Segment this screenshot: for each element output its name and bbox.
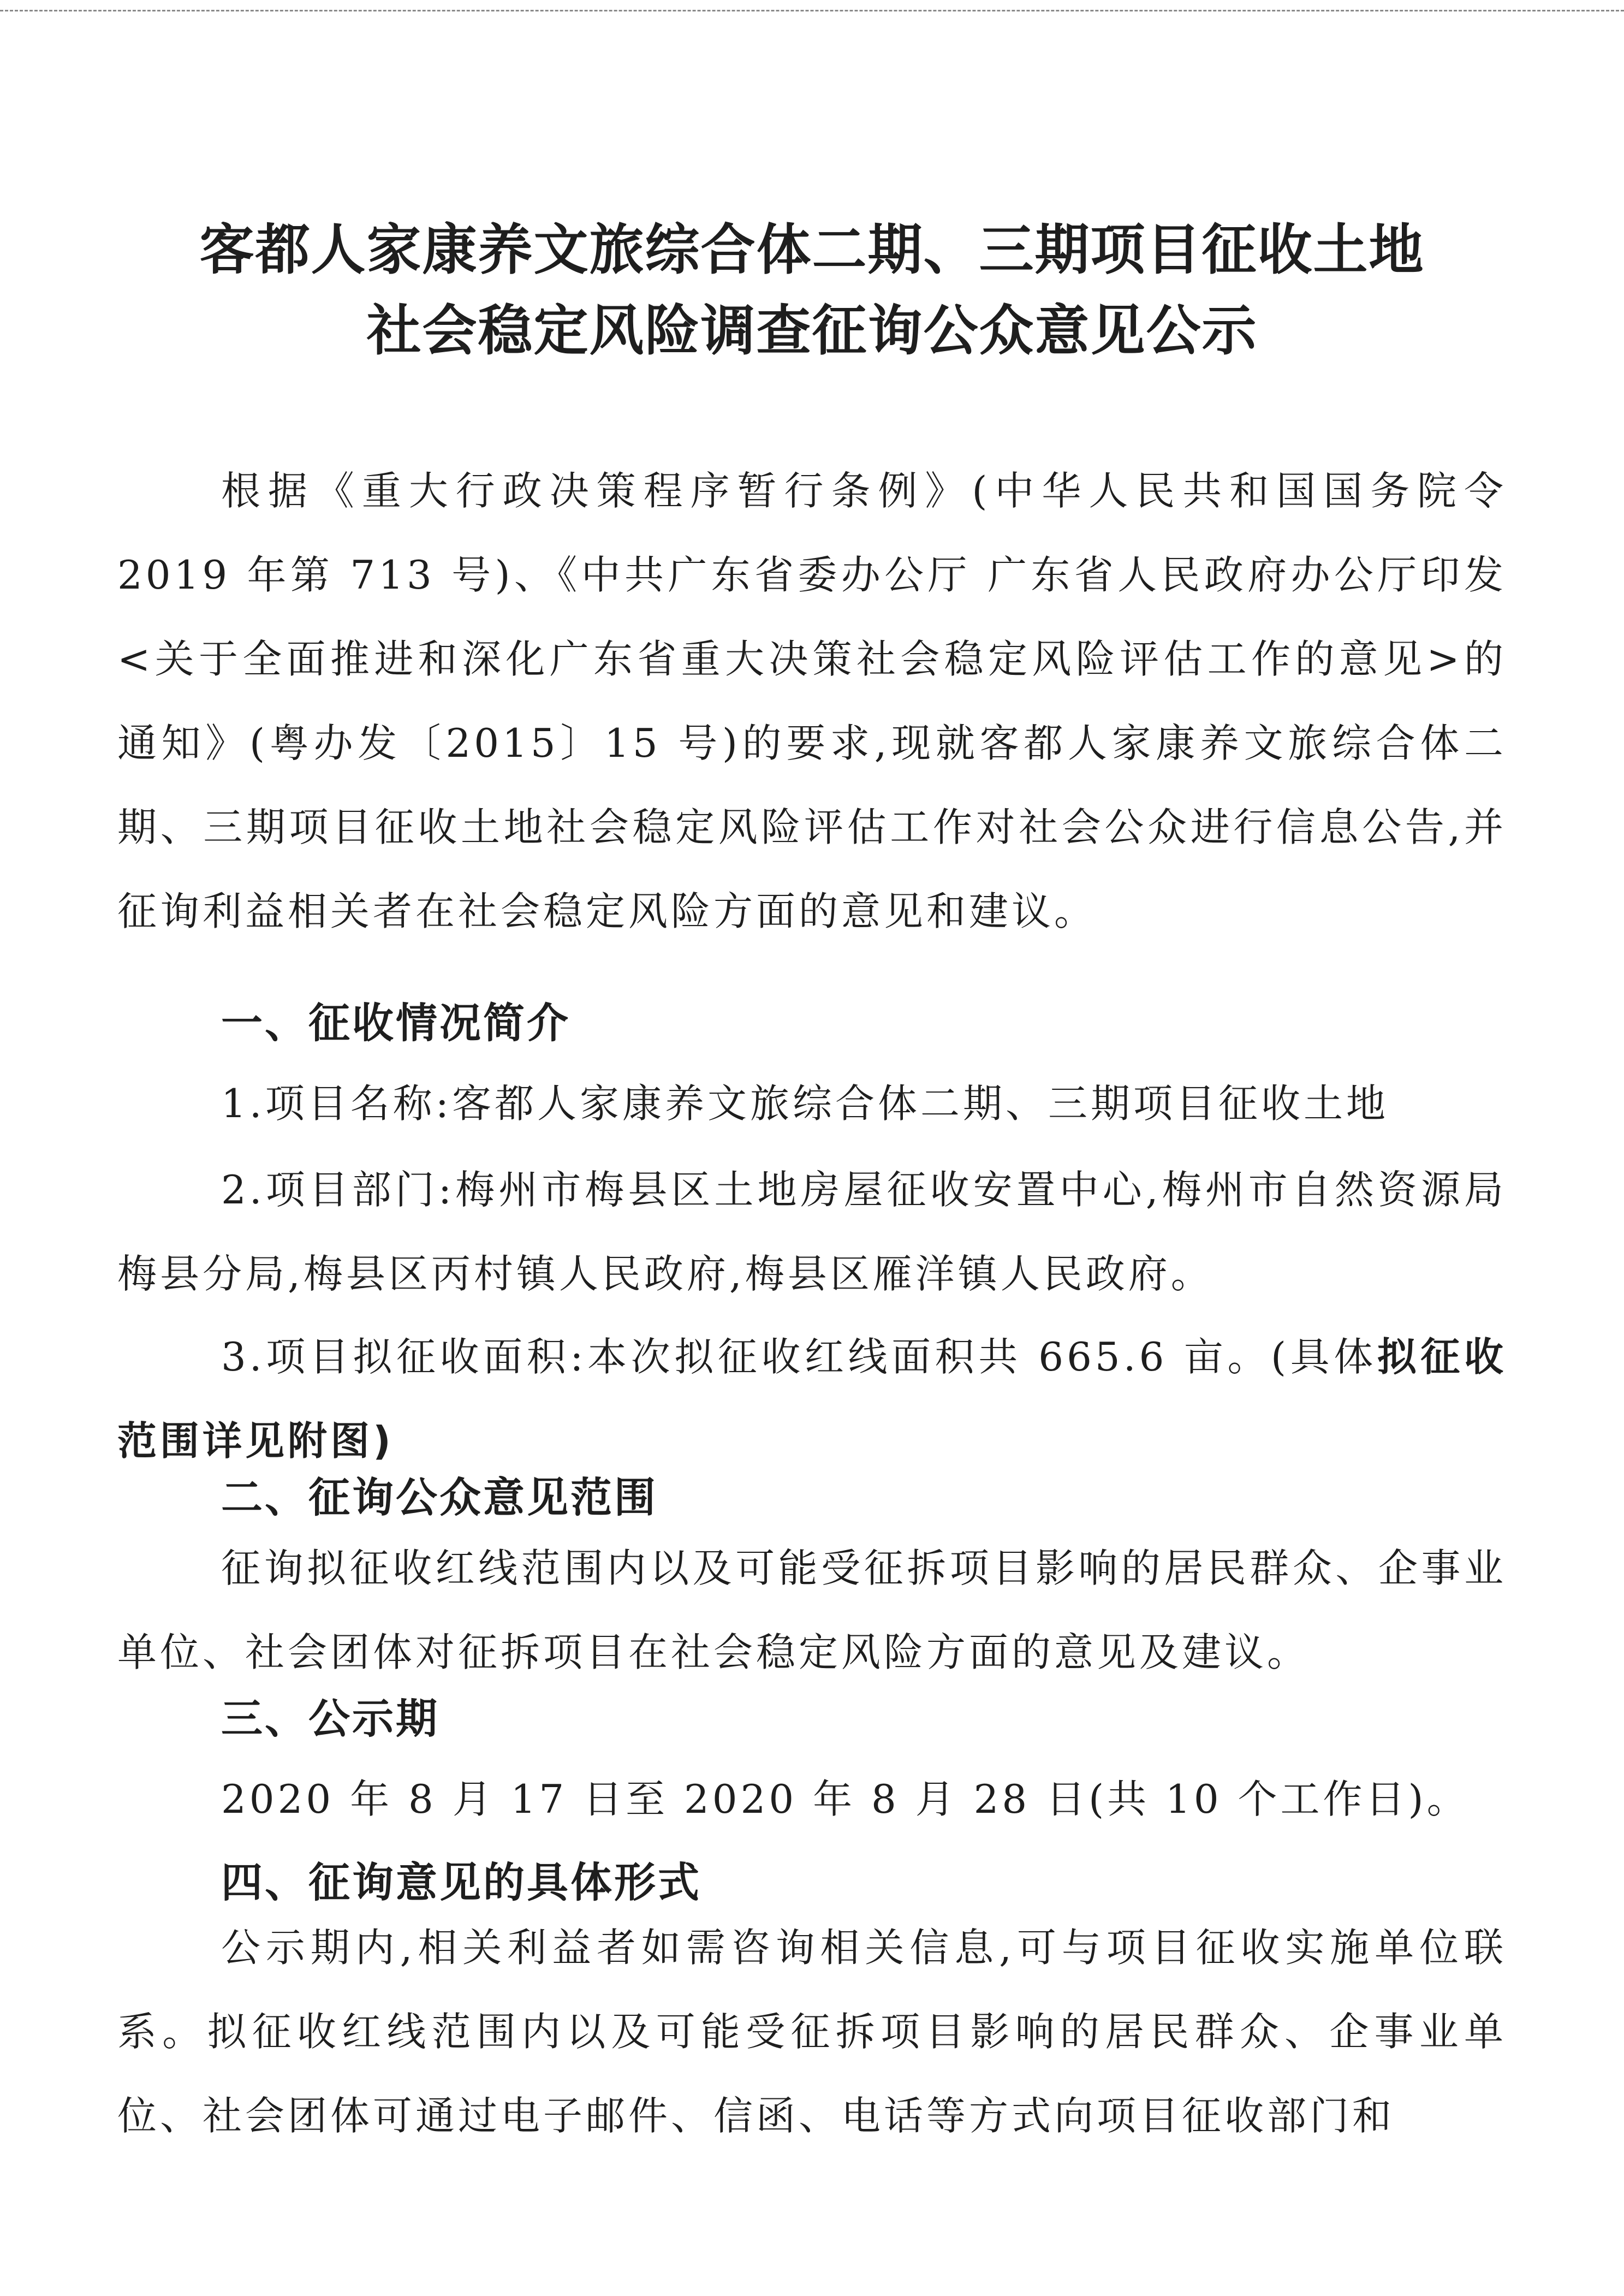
- document-title-line-1: 客都人家康养文旅综合体二期、三期项目征收土地: [199, 218, 1425, 282]
- section-1-heading: 一、征收情况简介: [221, 999, 570, 1047]
- project-area-item: [117, 1315, 1507, 1483]
- section-4-heading: 四、征询意见的具体形式: [221, 1858, 701, 1907]
- scan-edge-line: [0, 10, 1624, 11]
- project-area-bold-text: 拟征收范围详见附图): [117, 1334, 1507, 1464]
- section-2-heading: 二、征询公众意见范围: [221, 1473, 658, 1522]
- publicity-period-text: 2020 年 8 月 17 日至 2020 年 8 月 28 日(共 10 个工作日)。: [221, 1776, 1470, 1822]
- document-title-line-2: 社会稳定风险调查征询公众意见公示: [366, 299, 1258, 363]
- project-area-text: 3.项目拟征收面积:本次拟征收红线面积共 665.6 亩。(具体: [221, 1334, 1377, 1380]
- project-department-item: 2.项目部门:梅州市梅县区土地房屋征收安置中心,梅州市自然资源局梅县分局,梅县区丙村镇人民政府,梅县区雁洋镇人民政府。: [117, 1167, 1507, 1297]
- section-4-paragraph: 公示期内,相关利益者如需咨询相关信息,可与项目征收实施单位联系。拟征收红线范围内以及可能受征拆项目影响的居民群众、企事业单位、社会团体可通过电子邮件、信函、电话等方式向项目征收部门和: [117, 1925, 1507, 2139]
- intro-paragraph: 根据《重大行政决策程序暂行条例》(中华人民共和国国务院令 2019 年第 713 号)、《中共广东省委办公厅 广东省人民政府办公厅印发<关于全面推进和深化广东省重大决策社会稳定风险评估工作的意见>的通知》(粤办发〔2015〕15 号)的要求,现就客都人家康养文旅综合体二期、三期项目征收土地社会稳定风险评估工作对社会公众进行信息公告,并征询利益相关者在社会稳定风险方面的意见和建议。: [117, 468, 1507, 934]
- section-2-paragraph: 征询拟征收红线范围内以及可能受征拆项目影响的居民群众、企事业单位、社会团体对征拆项目在社会稳定风险方面的意见及建议。: [117, 1545, 1507, 1675]
- project-name-item: 1.项目名称:客都人家康养文旅综合体二期、三期项目征收土地: [221, 1081, 1389, 1126]
- section-3-heading: 三、公示期: [221, 1694, 439, 1743]
